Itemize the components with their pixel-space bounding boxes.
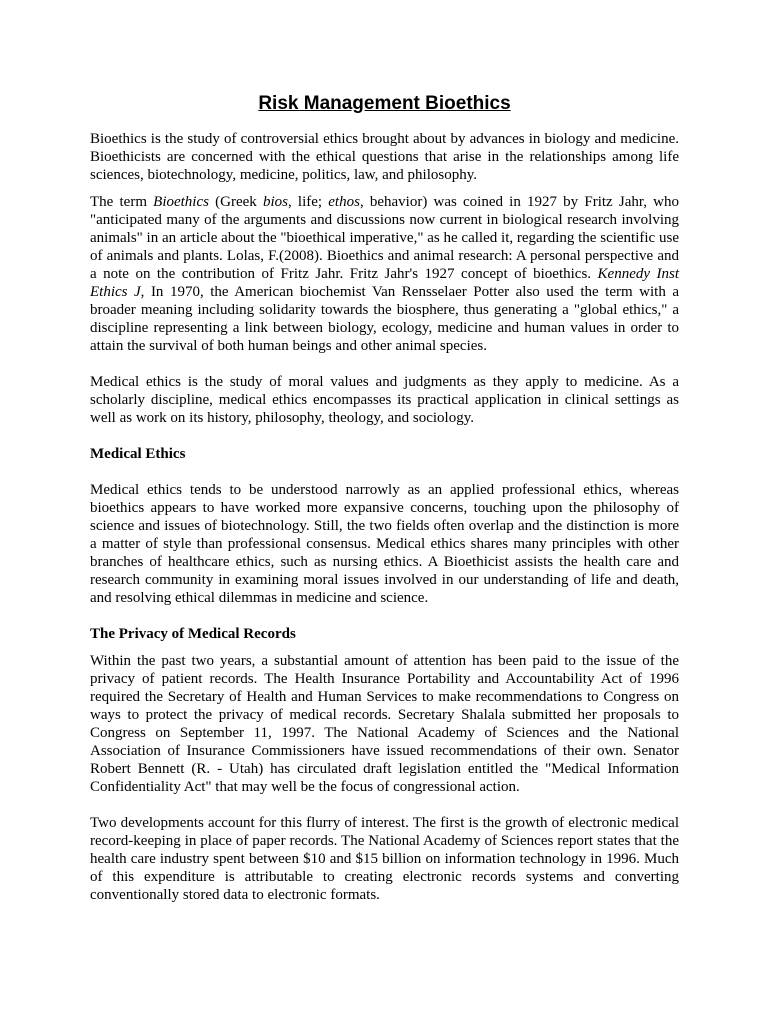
section-heading-medical-ethics: Medical Ethics — [90, 446, 186, 462]
italic-journal-title: Kennedy Inst Ethics J — [90, 266, 679, 300]
paragraph-medical-ethics-definition: Medical ethics is the study of moral values and judgments as they apply to medicine. As a scholarly discipline, medical ethics encompasses its practical application in clinical settings as well as work on its history, philosophy, theology, and sociology. — [90, 374, 679, 426]
text-run: , life; — [288, 194, 329, 210]
document-title: Risk Management Bioethics — [258, 93, 511, 114]
paragraph-medical-ethics-body: Medical ethics tends to be understood narrowly as an applied professional ethics, whereas bioethics appears to have worked more expansive concerns, touching upon the philosophy of science and issues of biotechnology. Still, the two fields often overlap and the distinction is more a matter of style than professional consensus. Medical ethics shares many principles with other branches of healthcare ethics, such as nursing ethics. A Bioethicist assists the health care and research community in examining moral issues involved in our understanding of life and death, and resolving ethical dilemmas in medicine and science. — [90, 482, 679, 606]
section-heading-privacy: The Privacy of Medical Records — [90, 626, 296, 642]
text-run: , In 1970, the American biochemist Van Rensselaer Potter also used the term with a broader meaning including solidarity towards the biosphere, thus generating a "global ethics," a discipline representing a link between biology, ecology, medicine and human values in order to attain the survival of both human beings and other animal species. — [90, 284, 679, 354]
paragraph-developments: Two developments account for this flurry of interest. The first is the growth of electronic medical record-keeping in place of paper records. The National Academy of Sciences report states that the health care industry spent between $10 and $15 billion on information technology in 1996. Much of this expenditure is attributable to creating electronic records systems and converting conventionally stored data to electronic formats. — [90, 815, 679, 903]
paragraph-term-origin — [90, 193, 679, 355]
text-run: (Greek — [208, 194, 263, 210]
text-run: , behavior) was coined in 1927 by Fritz Jahr, who "anticipated many of the arguments and discussions now current in biological research involving animals" in an article about the "bioethical imperative," as he called it, regarding the scientific use of animals and plants. Lolas, F.(2008). Bioethics and animal research: A personal perspective and a note on the contribution of Fritz Jahr. Fritz Jahr's 1927 concept of bioethics. — [90, 194, 680, 282]
text-run: The term — [90, 194, 154, 210]
paragraph-bioethics-definition: Bioethics is the study of controversial ethics brought about by advances in biology and medicine. Bioethicists are concerned with the ethical questions that arise in the relationships among life sciences, biotechnology, medicine, politics, law, and philosophy. — [90, 131, 679, 183]
paragraph-privacy-body: Within the past two years, a substantial amount of attention has been paid to the issue of the privacy of patient records. The Health Insurance Portability and Accountability Act of 1996 required the Secretary of Health and Human Services to make recommendations to Congress on ways to protect the privacy of medical records. Secretary Shalala submitted her proposals to Congress on September 11, 1997. The National Academy of Sciences and the National Association of Insurance Commissioners have issued recommendations of their own. Senator Robert Bennett (R. - Utah) has circulated draft legislation entitled the "Medical Information Confidentiality Act" that may well be the focus of congressional action. — [90, 653, 679, 795]
document-page — [90, 92, 679, 904]
italic-term-ethos: ethos — [328, 194, 360, 210]
italic-term-bioethics: Bioethics — [153, 194, 209, 210]
italic-term-bios: bios — [262, 194, 288, 210]
